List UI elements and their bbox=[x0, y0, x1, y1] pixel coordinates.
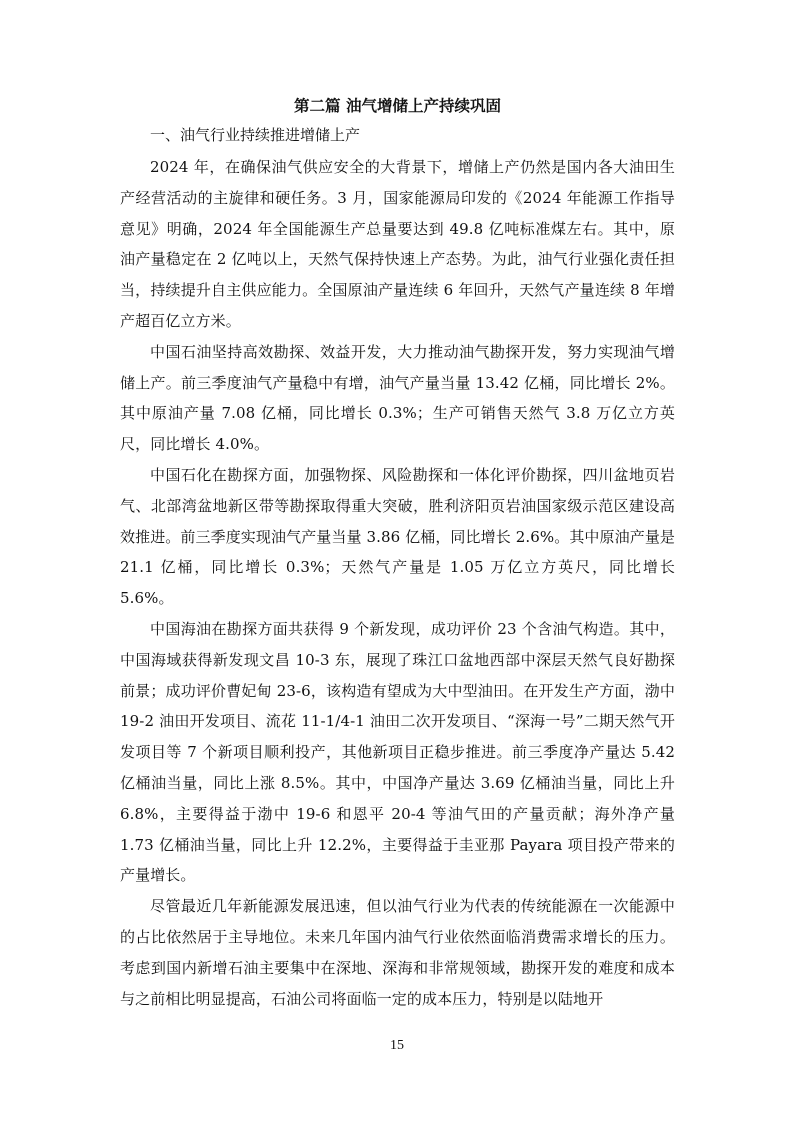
paragraph-outlook: 尽管最近几年新能源发展迅速，但以油气行业为代表的传统能源在一次能源中的占比依然居于主导地位。未来几年国内油气行业依然面临消费需求增长的压力。考虑到国内新增石油主要集中在深地、深海和非常规领域，勘探开发的难度和成本与之前相比明显提高，石油公司将面临一定的成本压力，特别是以陆地开 bbox=[120, 897, 675, 1008]
page-content bbox=[120, 94, 675, 1014]
paragraph-sinopec: 中国石化在勘探方面，加强物探、风险勘探和一体化评价勘探，四川盆地页岩气、北部湾盆地新区带等勘探取得重大突破，胜利济阳页岩油国家级示范区建设高效推进。前三季度实现油气产量当量 3.86 亿桶，同比增长 2.6%。其中原油产量是 21.1 亿桶，同比增长 0.3%；天然气产量是 1.05 万亿立方英尺，同比增长 5.6%。 bbox=[120, 465, 676, 608]
chapter-title: 第二篇 油气增储上产持续巩固 bbox=[294, 97, 501, 115]
paragraph-intro: 2024 年，在确保油气供应安全的大背景下，增储上产仍然是国内各大油田生产经营活动的主旋律和硬任务。3 月，国家能源局印发的《2024 年能源工作指导意见》明确，2024 年全国能源生产总量要达到 49.8 亿吨标准煤左右。其中，原油产量稳定在 2 亿吨以上，天然气保持快速上产态势。为此，油气行业强化责任担当，持续提升自主供应能力。全国原油产量连续 6 年回升，天然气产量连续 8 年增产超百亿立方米。 bbox=[120, 158, 675, 330]
section-heading: 一、油气行业持续推进增储上产 bbox=[150, 126, 361, 144]
paragraph-cnpc: 中国石油坚持高效勘探、效益开发，大力推动油气勘探开发，努力实现油气增储上产。前三季度油气产量稳中有增，油气产量当量 13.42 亿桶，同比增长 2%。其中原油产量 7.08 亿桶，同比增长 0.3%；生产可销售天然气 3.8 万亿立方英尺，同比增长 4.0%。 bbox=[120, 342, 675, 454]
page-number: 15 bbox=[390, 1038, 404, 1053]
paragraph-cnooc: 中国海油在勘探方面共获得 9 个新发现，成功评价 23 个含油气构造。其中，中国海域获得新发现文昌 10-3 东，展现了珠江口盆地西部中深层天然气良好勘探前景；成功评价曹妃甸 23-6，该构造有望成为大中型油田。在开发生产方面，渤中 19-2 油田开发项目、流花 11-1/4-1 油田二次开发项目、“深海一号”二期天然气开发项目等 7 个新项目顺利投产，其他新项目正稳步推进。前三季度净产量达 5.42 亿桶油当量，同比上涨 8.5%。其中，中国净产量达 3.69 亿桶油当量，同比上升 6.8%，主要得益于渤中 19-6 和恩平 20-4 等油气田的产量贡献；海外净产量 1.73 亿桶油当量，同比上升 12.2%，主要得益于圭亚那 Payara 项目投产带来的产量增长。 bbox=[120, 619, 675, 885]
